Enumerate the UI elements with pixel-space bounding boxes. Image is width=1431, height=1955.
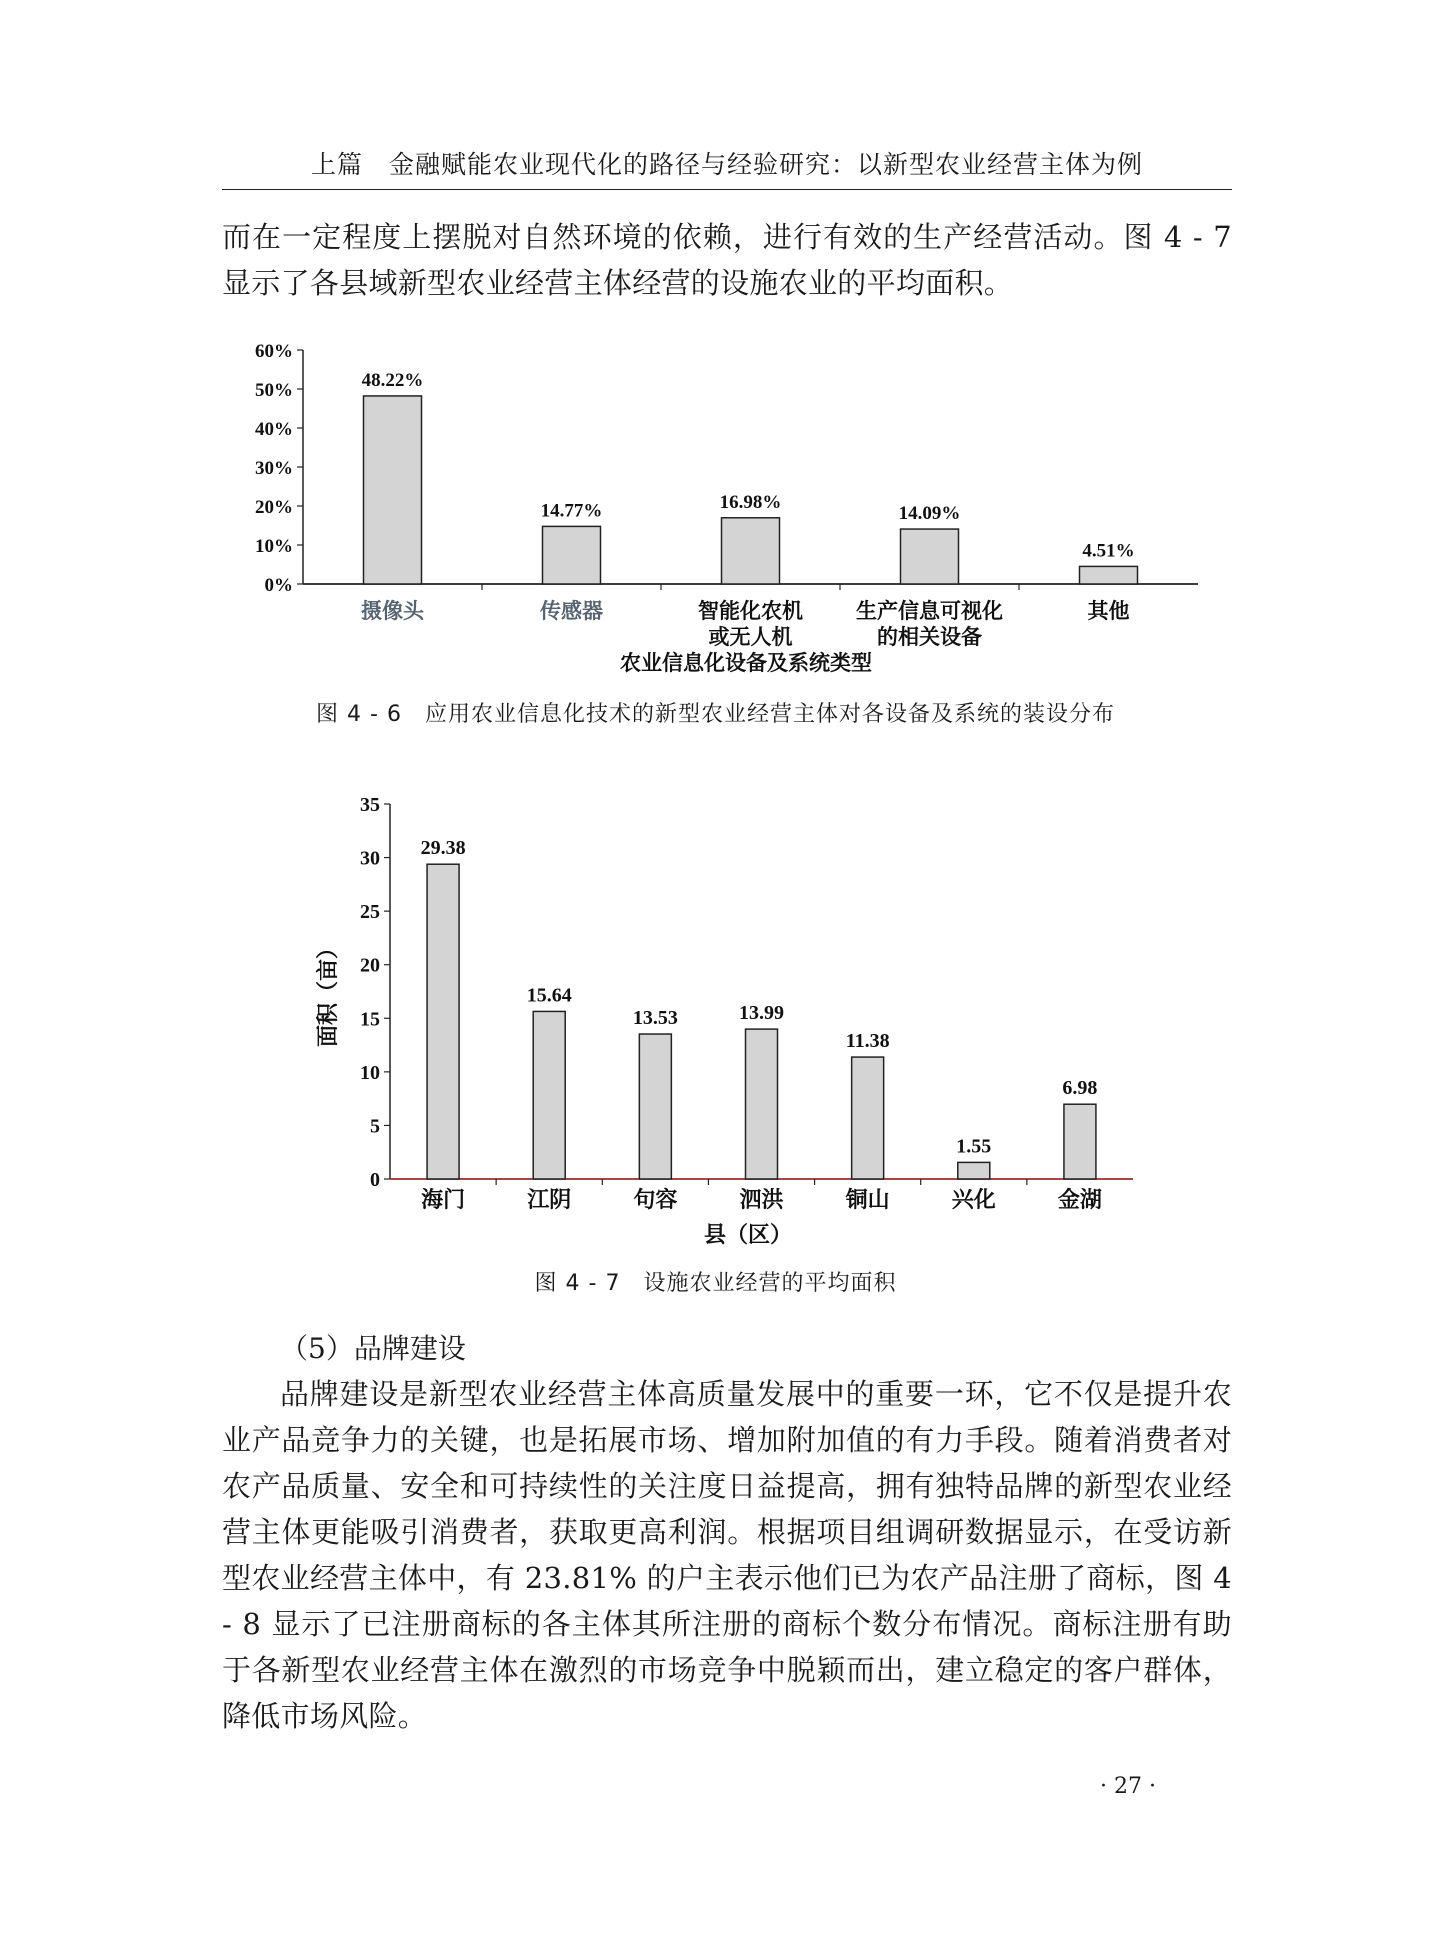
bar bbox=[533, 1011, 565, 1179]
y-tick-label: 0% bbox=[264, 575, 293, 596]
bar bbox=[901, 529, 959, 584]
intro-paragraph: 而在一定程度上摆脱对自然环境的依赖，进行有效的生产经营活动。图 4 - 7 显示了各县域新型农业经营主体经营的设施农业的平均面积。 bbox=[222, 220, 1232, 300]
bar bbox=[1064, 1104, 1096, 1179]
figure-4-6-caption: 图 4 - 6 应用农业信息化技术的新型农业经营主体对各设备及系统的装设分布 bbox=[316, 702, 1115, 727]
data-label: 4.51% bbox=[1082, 540, 1135, 562]
data-label: 29.38 bbox=[420, 837, 466, 860]
data-label: 13.53 bbox=[632, 1007, 678, 1030]
x-axis-title: 县（区） bbox=[703, 1222, 793, 1247]
data-label: 48.22% bbox=[361, 369, 424, 391]
category-label: 江阴 bbox=[527, 1187, 572, 1212]
figure-4-7-chart bbox=[0, 780, 1431, 1250]
data-label: 14.77% bbox=[540, 500, 603, 522]
y-tick-label: 30% bbox=[255, 458, 293, 479]
y-tick-label: 35 bbox=[360, 794, 380, 816]
header-rule bbox=[222, 189, 1232, 190]
category-label: 或无人机 bbox=[708, 625, 793, 649]
category-label: 兴化 bbox=[951, 1187, 996, 1212]
data-label: 16.98% bbox=[719, 491, 782, 513]
bar bbox=[958, 1162, 990, 1179]
bar bbox=[746, 1029, 778, 1179]
bar bbox=[722, 518, 780, 584]
y-tick-label: 30 bbox=[360, 847, 380, 870]
category-label: 生产信息可视化 bbox=[856, 599, 1003, 623]
bar bbox=[639, 1034, 671, 1179]
category-label: 的相关设备 bbox=[877, 625, 982, 649]
figure-4-6-chart bbox=[0, 320, 1431, 690]
bar bbox=[1080, 566, 1138, 584]
bar bbox=[364, 396, 422, 584]
data-label: 14.09% bbox=[898, 503, 961, 525]
y-tick-label: 10% bbox=[255, 536, 293, 557]
bar bbox=[427, 864, 459, 1179]
bar bbox=[852, 1057, 884, 1179]
category-label: 泗洪 bbox=[739, 1187, 784, 1212]
running-header: 上篇 金融赋能农业现代化的路径与经验研究：以新型农业经营主体为例 bbox=[310, 150, 1143, 179]
section-heading: （5）品牌建设 bbox=[280, 1332, 466, 1365]
y-tick-label: 10 bbox=[360, 1061, 380, 1084]
category-label: 摄像头 bbox=[361, 599, 424, 623]
category-label: 铜山 bbox=[845, 1187, 890, 1212]
data-label: 11.38 bbox=[845, 1030, 890, 1053]
y-tick-label: 20 bbox=[360, 954, 380, 977]
body-paragraph: 品牌建设是新型农业经营主体高质量发展中的重要一环，它不仅是提升农业产品竞争力的关键，也是拓展市场、增加附加值的有力手段。随着消费者对农产品质量、安全和可持续性的关注度日益提高，拥有独特品牌的新型农业经营主体更能吸引消费者，获取更高利润。根据项目组调研数据显示，在受访新型农业经营主体中，有 23.81% 的户主表示他们已为农产品注册了商标，图 4 - 8 显示了已注册商标的各主体其所注册的商标个数分布情况。商标注册有助于各新型农业经营主体在激烈的市场竞争中脱颖而出，建立稳定的客户群体，降低市场风险。 bbox=[222, 1377, 1232, 1733]
y-tick-label: 60% bbox=[255, 341, 293, 362]
y-tick-label: 20% bbox=[255, 497, 293, 518]
category-label: 智能化农机 bbox=[698, 599, 803, 623]
category-label: 句容 bbox=[633, 1187, 678, 1212]
y-tick-label: 50% bbox=[255, 380, 293, 401]
y-tick-label: 15 bbox=[360, 1008, 380, 1031]
y-axis-title: 面积（亩） bbox=[315, 936, 340, 1048]
data-label: 6.98 bbox=[1062, 1077, 1098, 1100]
bar bbox=[543, 526, 601, 584]
figure-4-7-caption: 图 4 - 7 设施农业经营的平均面积 bbox=[534, 1271, 897, 1296]
data-label: 13.99 bbox=[739, 1002, 784, 1025]
category-label: 金湖 bbox=[1057, 1187, 1102, 1212]
category-label: 其他 bbox=[1087, 599, 1130, 623]
category-label: 传感器 bbox=[540, 599, 603, 623]
y-tick-label: 40% bbox=[255, 419, 293, 440]
page-number: · 27 · bbox=[1100, 1774, 1156, 1799]
y-tick-label: 0 bbox=[370, 1169, 380, 1191]
data-label: 1.55 bbox=[956, 1135, 992, 1158]
x-axis-title: 农业信息化设备及系统类型 bbox=[620, 651, 872, 675]
category-label: 海门 bbox=[421, 1187, 466, 1212]
y-tick-label: 25 bbox=[360, 901, 380, 924]
y-tick-label: 5 bbox=[370, 1115, 380, 1138]
data-label: 15.64 bbox=[526, 984, 572, 1007]
